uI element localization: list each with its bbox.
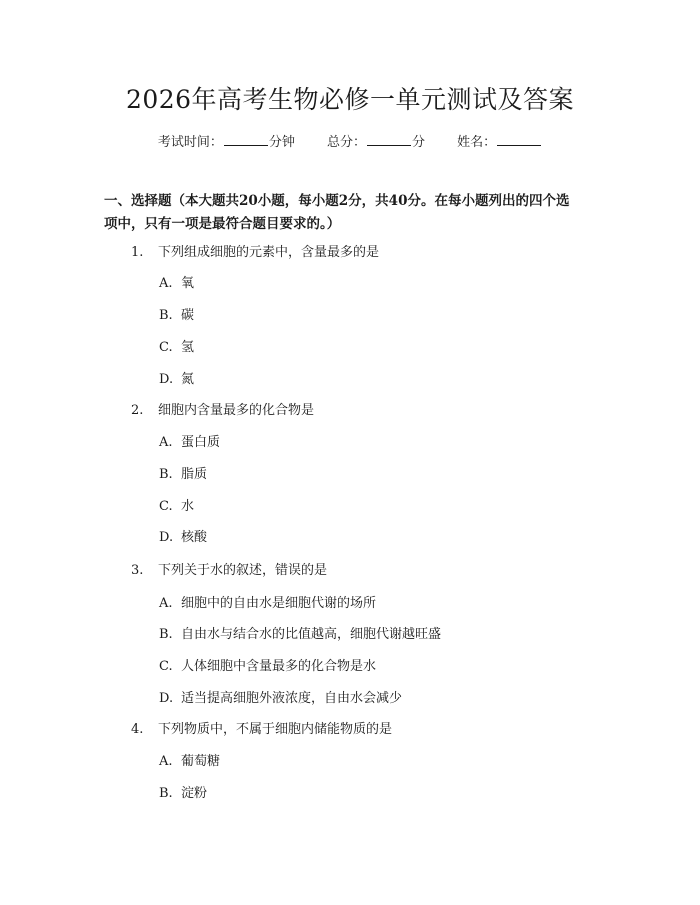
option-letter: A. [159,596,173,611]
option-text: 淀粉 [181,786,208,801]
option-text: 细胞中的自由水是细胞代谢的场所 [181,596,377,611]
option-text: 水 [181,499,195,514]
option-letter: B. [159,467,173,482]
option-letter: C. [159,659,173,674]
total-score-unit: 分 [412,135,426,150]
question-2 [131,401,314,421]
question-3-option-d [159,689,402,709]
question-number: 1. [131,245,144,260]
option-letter: A. [159,276,173,291]
question-1-option-a [159,274,194,294]
question-number: 3. [131,563,144,578]
question-4-option-b [159,784,207,804]
question-1-option-d [159,370,194,390]
option-text: 葡萄糖 [181,754,221,769]
question-3-option-c [159,657,376,677]
question-2-option-d [159,528,207,548]
option-letter: B. [159,627,173,642]
exam-time-field [158,132,295,153]
option-letter: C. [159,499,173,514]
question-1 [131,243,379,263]
section-heading-line1: 一、选择题（本大题共20小题，每小题2分，共40分。在每小题列出的四个选 [104,193,570,209]
total-score-field [327,132,425,153]
option-text: 氮 [181,372,195,387]
option-text: 蛋白质 [181,435,221,450]
question-text: 细胞内含量最多的化合物是 [158,403,315,418]
question-2-option-a [159,433,220,453]
option-text: 脂质 [181,467,208,482]
option-letter: D. [159,372,174,387]
option-text: 核酸 [181,530,208,545]
question-number: 4. [131,722,144,737]
question-number: 2. [131,403,144,418]
option-letter: A. [159,435,173,450]
section-heading [104,190,604,236]
exam-time-unit: 分钟 [268,135,295,150]
student-name-blank [497,132,541,146]
question-3-option-b [159,625,441,645]
option-letter: B. [159,308,173,323]
question-3 [131,561,327,581]
question-4 [131,720,392,740]
exam-time-blank [224,132,268,146]
question-text: 下列物质中，不属于细胞内储能物质的是 [158,722,393,737]
exam-meta-line [0,132,700,153]
section-heading-line2: 项中，只有一项是最符合题目要求的。） [104,216,341,232]
question-1-option-b [159,306,194,326]
option-text: 适当提高细胞外液浓度，自由水会减少 [181,691,403,706]
question-text: 下列组成细胞的元素中，含量最多的是 [158,245,380,260]
question-text: 下列关于水的叙述，错误的是 [158,563,328,578]
page-title: 2026年高考生物必修一单元测试及答案 [125,85,575,114]
option-text: 氢 [181,340,195,355]
exam-time-label: 考试时间： [157,135,223,150]
option-text: 自由水与结合水的比值越高，细胞代谢越旺盛 [181,627,442,642]
option-letter: C. [159,340,173,355]
question-2-option-c [159,497,194,517]
question-1-option-c [159,338,194,358]
option-text: 氧 [181,276,195,291]
question-3-option-a [159,594,376,614]
option-letter: A. [159,754,173,769]
option-letter: D. [159,530,174,545]
student-name-label: 姓名： [457,135,497,150]
total-score-blank [367,132,411,146]
option-letter: D. [159,691,174,706]
option-letter: B. [159,786,173,801]
option-text: 人体细胞中含量最多的化合物是水 [181,659,377,674]
total-score-label: 总分： [326,135,366,150]
question-4-option-a [159,752,220,772]
question-2-option-b [159,465,207,485]
student-name-field [457,132,542,153]
option-text: 碳 [181,308,195,323]
